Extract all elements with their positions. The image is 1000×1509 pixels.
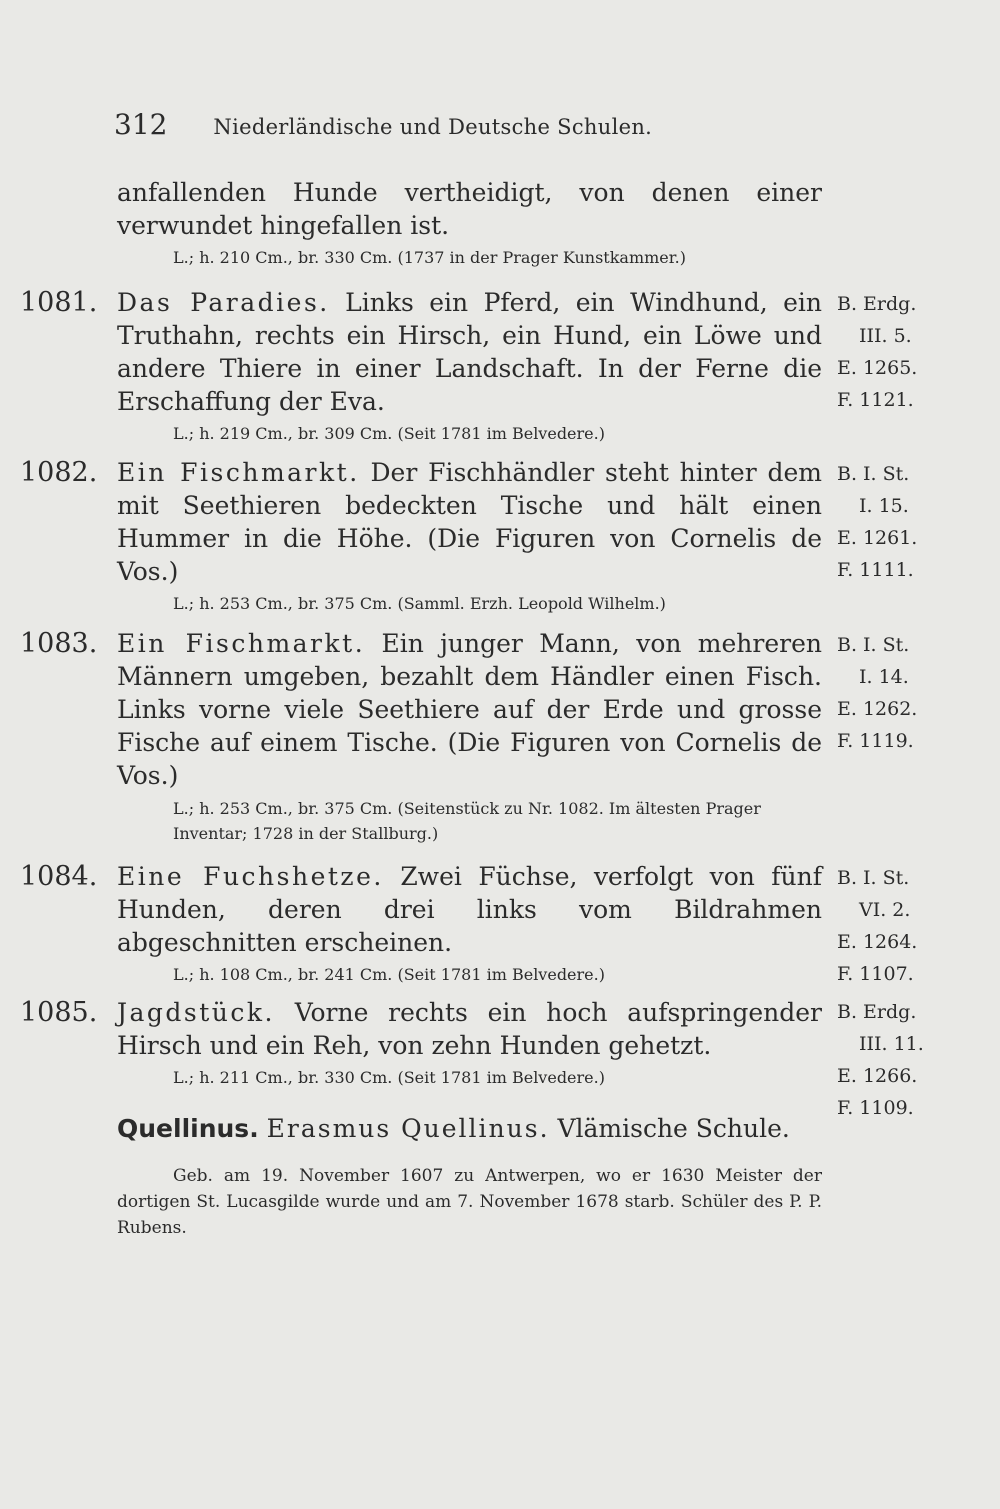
entry-body — [117, 627, 822, 846]
ref-line: I. 14. — [859, 666, 909, 688]
ref-line: III. 11. — [859, 1033, 924, 1055]
page-number: 312 — [114, 108, 168, 141]
ref-line: F. 1109. — [837, 1097, 914, 1119]
entry-body — [117, 860, 822, 987]
entry-number: 1083. — [20, 628, 98, 659]
entry-note: L.; h. 253 Cm., br. 375 Cm. (Seitenstück zu Nr. 1082. Im ältesten Prager Inventar; 1728 in der Stallburg.) — [173, 799, 761, 843]
ref-line: E. 1266. — [837, 1065, 918, 1087]
ref-line: E. 1262. — [837, 698, 918, 720]
ref-line: E. 1261. — [837, 527, 918, 549]
entry-text: Vorne rechts ein hoch aufspringender Hirsch und ein Reh, von zehn Hunden gehetzt. — [117, 998, 822, 1060]
entry-title: Jagdstück. — [117, 998, 276, 1027]
entry-title: Ein Fischmarkt. — [117, 629, 366, 658]
entry-number: 1082. — [20, 457, 98, 488]
ref-line: F. 1119. — [837, 730, 914, 752]
entry-text: Der Fischhändler steht hinter dem mit Seethieren bedeckten Tische und hält einen Hummer in die Höhe. (Die Figuren von Cornelis de Vos.) — [117, 458, 822, 586]
entry-body — [117, 996, 822, 1090]
artist-name: Quellinus. — [117, 1114, 259, 1143]
running-title: Niederländische und Deutsche Schulen. — [213, 115, 653, 139]
entry-body — [117, 286, 822, 446]
ref-line: E. 1265. — [837, 357, 918, 379]
ref-line: I. 15. — [859, 495, 909, 517]
ref-line: F. 1121. — [837, 389, 914, 411]
entry-references — [837, 288, 987, 416]
entry-note: L.; h. 253 Cm., br. 375 Cm. (Samml. Erzh. Leopold Wilhelm.) — [173, 594, 666, 613]
entry-title: Ein Fischmarkt. — [117, 458, 360, 487]
entry-number: 1081. — [20, 287, 98, 318]
page-header — [114, 108, 652, 141]
artist-school: Vlämische Schule. — [557, 1114, 790, 1143]
entry-references — [837, 458, 987, 586]
ref-line: F. 1111. — [837, 559, 914, 581]
entry-references — [837, 996, 987, 1124]
ref-line: B. I. St. — [837, 634, 910, 656]
entry-references — [837, 629, 987, 757]
ref-line: B. I. St. — [837, 867, 910, 889]
entry-note: L.; h. 219 Cm., br. 309 Cm. (Seit 1781 im Belvedere.) — [173, 424, 605, 443]
artist-bio: Geb. am 19. November 1607 zu Antwerpen, wo er 1630 Meister der dortigen St. Lucasgilde wurde und am 7. November 1678 starb. Schüler des P. P. Rubens. — [117, 1166, 822, 1238]
entry-references — [837, 862, 987, 990]
continuation-note: L.; h. 210 Cm., br. 330 Cm. (1737 in der Prager Kunstkammer.) — [173, 248, 686, 267]
entry-text: Ein junger Mann, von mehreren Männern umgeben, bezahlt dem Händler einen Fisch. Links vorne viele Seethiere auf der Erde und grosse Fische auf einem Tische. (Die Figuren von Cornelis de Vos.) — [117, 629, 822, 790]
artist-full-name: Erasmus Quellinus. — [266, 1114, 550, 1143]
continuation-paragraph — [117, 176, 822, 270]
ref-line: B. Erdg. — [837, 1001, 917, 1023]
ref-line: B. Erdg. — [837, 293, 917, 315]
entry-number: 1085. — [20, 997, 98, 1028]
ref-line: B. I. St. — [837, 463, 910, 485]
artist-section — [117, 1112, 822, 1241]
entry-note: L.; h. 108 Cm., br. 241 Cm. (Seit 1781 im Belvedere.) — [173, 965, 605, 984]
ref-line: VI. 2. — [859, 899, 911, 921]
entry-note: L.; h. 211 Cm., br. 330 Cm. (Seit 1781 im Belvedere.) — [173, 1068, 605, 1087]
entry-title: Das Paradies. — [117, 288, 330, 317]
entry-number: 1084. — [20, 861, 98, 892]
ref-line: III. 5. — [859, 325, 912, 347]
ref-line: E. 1264. — [837, 931, 918, 953]
entry-text: Zwei Füchse, verfolgt von fünf Hunden, deren drei links vom Bildrahmen abgeschnitten erscheinen. — [117, 862, 823, 957]
ref-line: F. 1107. — [837, 963, 914, 985]
continuation-text: anfallenden Hunde vertheidigt, von denen einer verwundet hingefallen ist. — [117, 178, 822, 240]
entry-title: Eine Fuchshetze. — [117, 862, 384, 891]
entry-text: Links ein Pferd, ein Windhund, ein Truthahn, rechts ein Hirsch, ein Hund, ein Löwe und andere Thiere in einer Landschaft. In der Ferne die Erschaffung der Eva. — [117, 288, 822, 416]
entry-body — [117, 456, 822, 616]
